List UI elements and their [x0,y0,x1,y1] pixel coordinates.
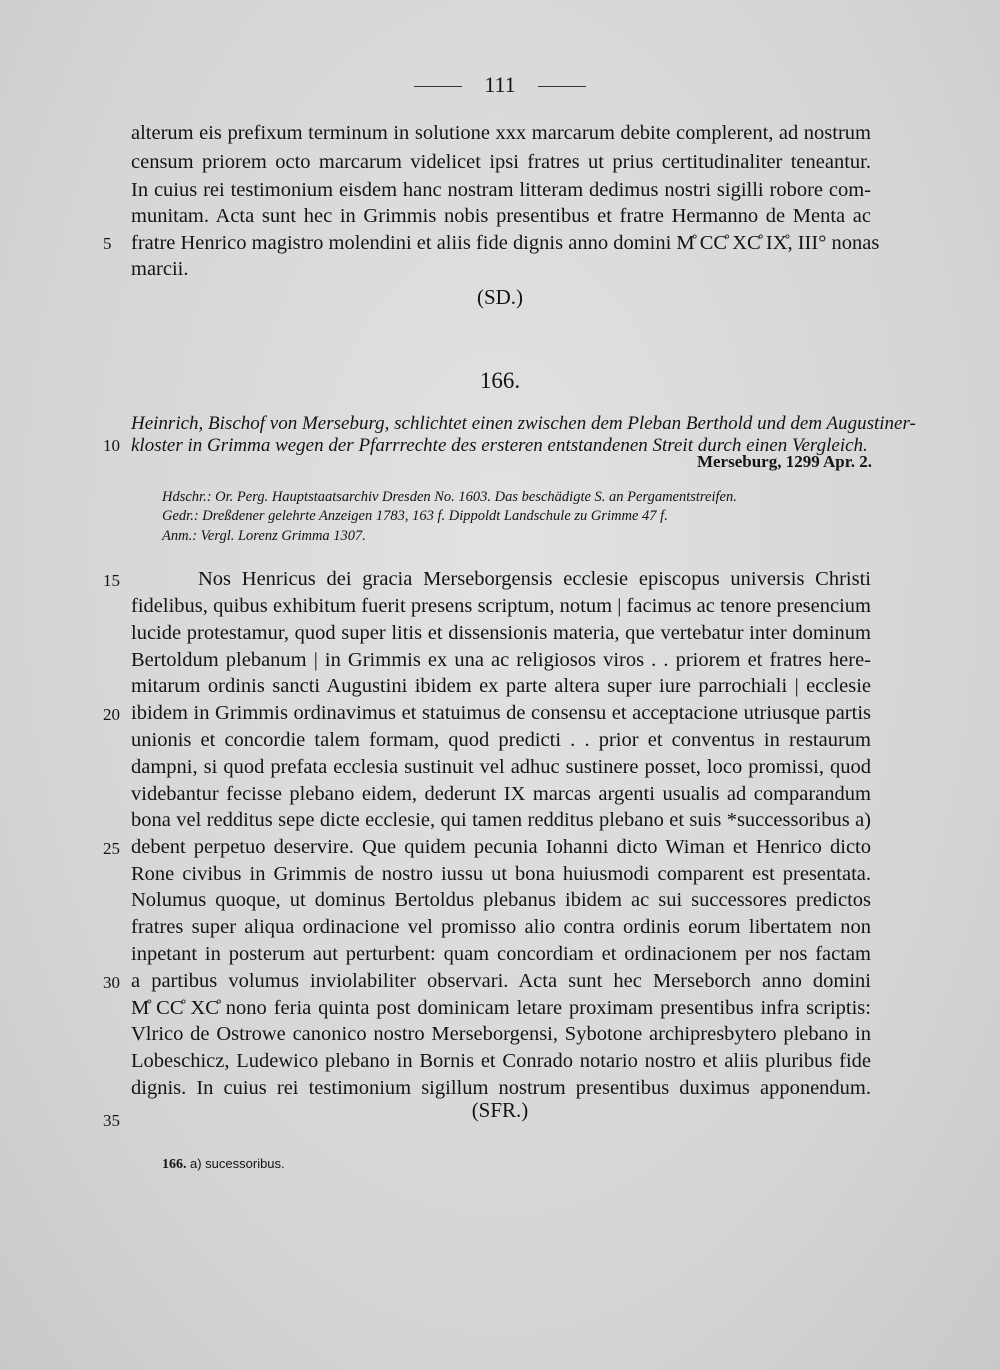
line-number: 35 [103,1111,120,1130]
body-line: M̊ CC̊ XC̊ nono feria quinta post dominicam letare proximam presentibus infra scriptis: [131,997,871,1019]
body-line: ibidem in Grimmis ordinavimus et statuimus de consensu et acceptacione utriusque partis [131,702,871,724]
body-line: fratres super aliqua ordinacione vel promisso alio contra ordinis eorum libertatem non [131,916,871,938]
intro-line: censum priorem octo marcarum videlicet ipsi fratres ut prius certitudinaliter teneantur. [131,151,871,173]
body-line: Lobeschicz, Ludewico plebano in Bornis et Conrado notario nostro et aliis pluribus fide [131,1050,871,1072]
page-number-rule-left [414,86,462,87]
seal-note: (SFR.) [471,1098,529,1122]
body-line: dignis. In cuius rei testimonium sigillum nostrum presentibus duximus apponendum. [131,1077,871,1099]
regest-line: kloster in Grimma wegen der Pfarrrechte des ersteren entstandenen Streit durch einen Vergleich. [131,435,868,456]
seal-note: (SD.) [476,285,524,309]
line-number: 5 [103,234,112,253]
page-number [0,72,1000,98]
source-line: Anm.: Vergl. Lorenz Grimma 1307. [162,528,366,544]
body-line: mitarum ordinis sancti Augustini ibidem ex parte altera super iure parrochiali | ecclesie [131,675,871,697]
place-date: Merseburg, 1299 Apr. 2. [696,452,872,471]
page-number-text: 111 [484,72,516,97]
body-line: Nolumus quoque, ut dominus Bertoldus plebanus ibidem ac sui successores predictos [131,889,871,911]
line-number: 30 [103,973,120,992]
body-line: Nos Henricus dei gracia Merseborgensis ecclesie episcopus universis Christi [198,568,871,590]
regest-line: Heinrich, Bischof von Merseburg, schlichtet einen zwischen dem Pleban Berthold und dem Augustiner- [131,413,916,434]
body-line: debent perpetuo deservire. Que quidem pecunia Iohanni dicto Wiman et Henrico dicto [131,836,871,858]
intro-line: alterum eis prefixum terminum in solutione xxx marcarum debite complerent, ad nostrum [131,122,871,144]
body-line: lucide protestamur, quod super litis et dissensionis materia, que vertebatur inter dominum [131,622,871,644]
intro-line: marcii. [131,258,189,280]
body-line: Bertoldum plebanum | in Grimmis ex una ac religiosos viros . . priorem et fratres here- [131,649,871,671]
body-line: Rone civibus in Grimmis de nostro iussu ut bona huiusmodi comparent est presentata. [131,863,871,885]
body-line: a partibus volumus inviolabiliter observari. Acta sunt hec Merseborch anno domini [131,970,871,992]
source-line: Hdschr.: Or. Perg. Hauptstaatsarchiv Dresden No. 1603. Das beschädigte S. an Pergamentstreifen. [162,489,737,505]
footnote-text: a) sucessoribus. [190,1156,285,1171]
body-line: videbantur fecisse plebano eidem, dederunt IX marcas argenti usualis ad comparandum [131,783,871,805]
body-line: dampni, si quod prefata ecclesia sustinuit vel adhuc sustinere posset, loco promissi, quod [131,756,871,778]
line-number: 15 [103,571,120,590]
body-line: inpetant in posterum aut perturbent: quam concordiam et ordinacionem per nos factam [131,943,871,965]
intro-line: fratre Henrico magistro molendini et aliis fide dignis anno domini M̊ CC̊ XC̊ IX̊, III° nonas [131,232,880,254]
body-line: fidelibus, quibus exhibitum fuerit presens scriptum, notum | facimus ac tenore presencium [131,595,871,617]
line-number: 10 [103,436,120,455]
line-number: 20 [103,705,120,724]
document-number: 166. [479,368,521,393]
intro-line: In cuius rei testimonium eisdem hanc nostram litteram dedimus nostri sigilli robore com- [131,179,871,201]
page-number-rule-right [538,86,586,87]
body-line: Vlrico de Ostrowe canonico nostro Merseborgensi, Sybotone archipresbytero plebano in [131,1023,871,1045]
intro-line: munitam. Acta sunt hec in Grimmis nobis presentibus et fratre Hermanno de Menta ac [131,205,871,227]
line-number: 25 [103,839,120,858]
footnote [162,1156,285,1173]
footnote-ref: 166. [162,1157,187,1172]
body-line: bona vel redditus sepe dicte ecclesie, qui tamen redditus plebano et suis *successoribus a) [131,809,871,831]
body-line: unionis et concordie talem formam, quod predicti . . prior et conventus in restaurum [131,729,871,751]
source-line: Gedr.: Dreßdener gelehrte Anzeigen 1783, 163 f. Dippoldt Landschule zu Grimme 47 f. [162,508,668,524]
